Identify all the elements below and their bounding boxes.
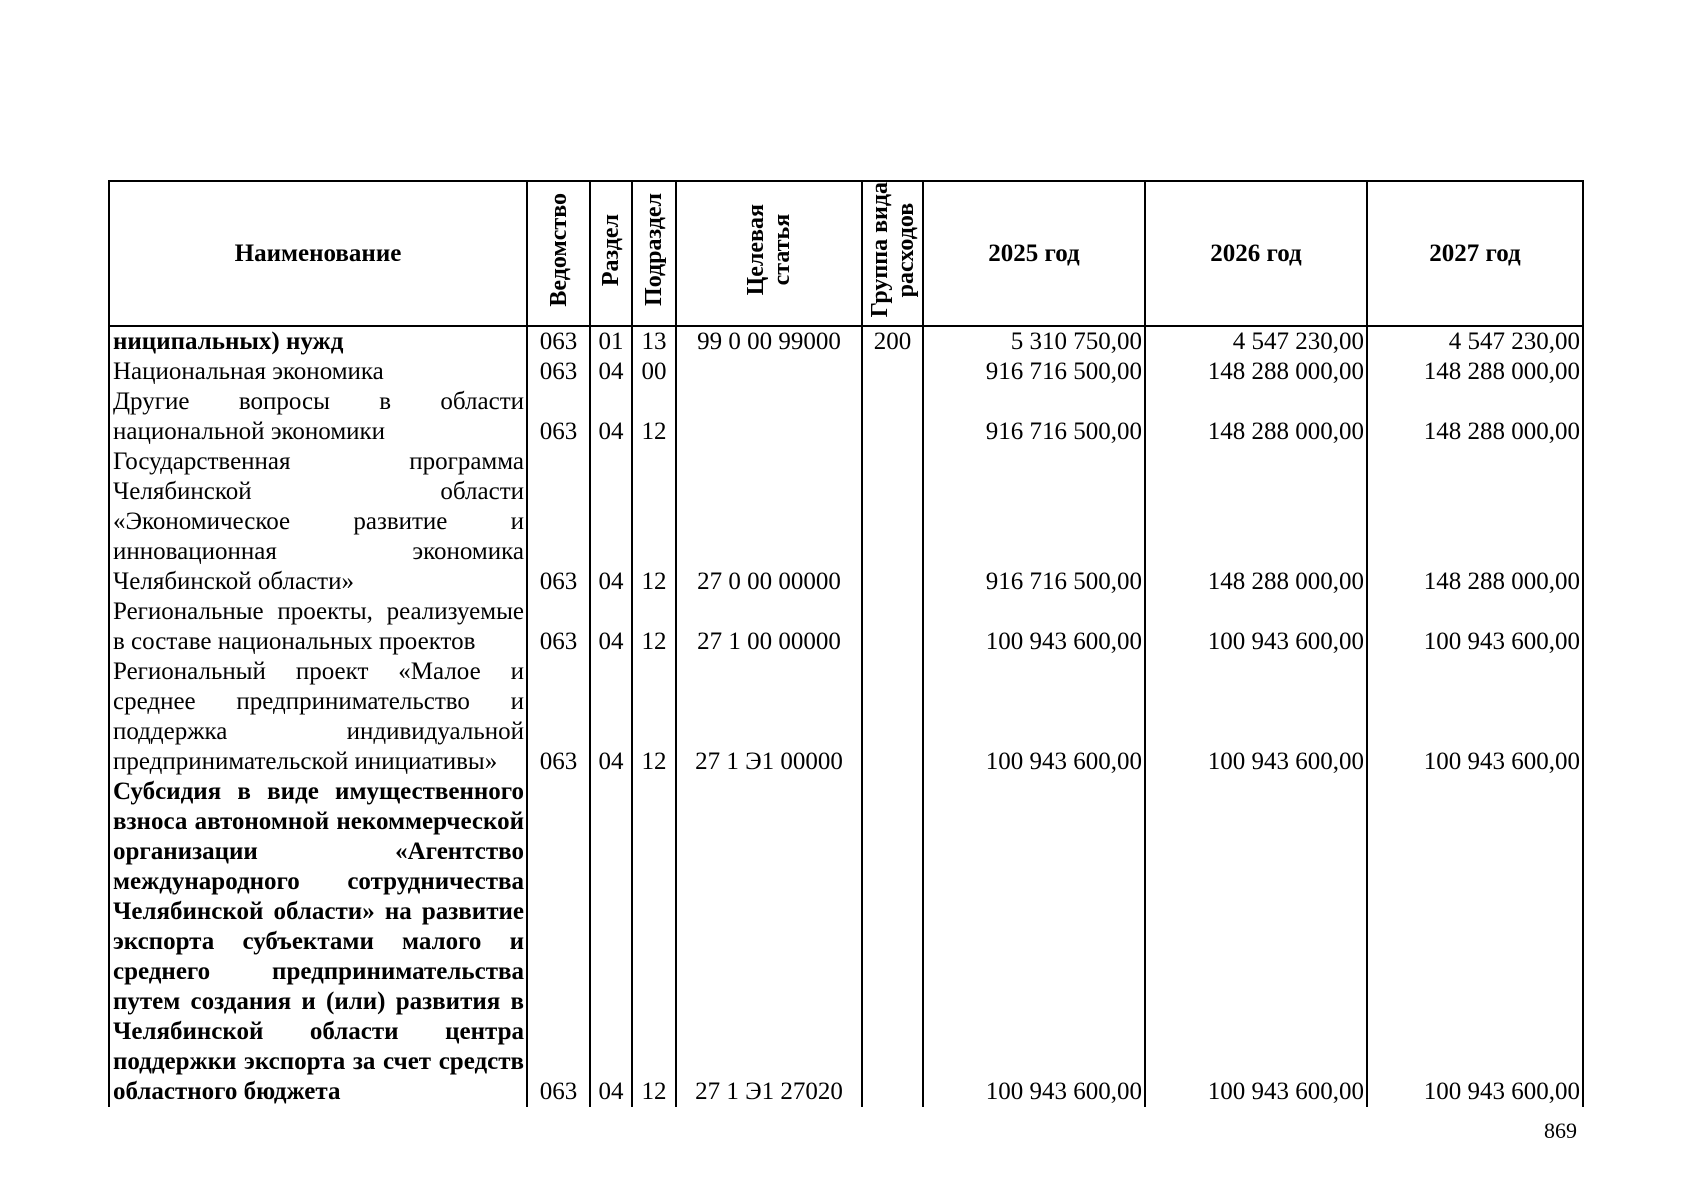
row-amount-2027: 4 547 230,00 [1367,326,1583,357]
header-target-article: Целевая статья [676,181,862,326]
row-expense-group [862,447,923,597]
row-department: 063 [527,357,590,387]
row-name: Субсидия в виде имущественного взноса автономной некоммерческой организации «Агентство международного сотрудничества Челябинской области» на развитие экспорта субъектами малого и среднего предпринимательства путем создания и (или) развития в Челябинской области центра поддержки экспорта за счет средств областного бюджета [109,777,527,1107]
row-name: ниципальных) нужд [109,326,527,357]
row-amount-2026: 148 288 000,00 [1145,387,1367,447]
header-name: Наименование [109,181,527,326]
header-year-2026: 2026 год [1145,181,1367,326]
row-name: Национальная экономика [109,357,527,387]
row-amount-2026: 148 288 000,00 [1145,357,1367,387]
row-amount-2027: 100 943 600,00 [1367,777,1583,1107]
row-section: 04 [590,357,632,387]
table-row [109,326,1583,357]
row-section: 04 [590,387,632,447]
table-row [109,777,1583,1107]
row-section: 04 [590,777,632,1107]
row-amount-2026: 100 943 600,00 [1145,777,1367,1107]
row-section: 01 [590,326,632,357]
row-amount-2025: 100 943 600,00 [923,597,1145,657]
row-amount-2025: 916 716 500,00 [923,357,1145,387]
row-expense-group: 200 [862,326,923,357]
row-name: Региональный проект «Малое и среднее предпринимательство и поддержка индивидуальной предпринимательской инициативы» [109,657,527,777]
row-amount-2027: 148 288 000,00 [1367,447,1583,597]
row-amount-2025: 100 943 600,00 [923,657,1145,777]
row-section: 04 [590,597,632,657]
row-target-article: 27 0 00 00000 [676,447,862,597]
table-row [109,387,1583,447]
table-row [109,447,1583,597]
row-amount-2025: 916 716 500,00 [923,447,1145,597]
row-subsection: 12 [632,447,676,597]
row-target-article [676,387,862,447]
row-department: 063 [527,387,590,447]
row-amount-2027: 100 943 600,00 [1367,597,1583,657]
row-target-article: 27 1 Э1 27020 [676,777,862,1107]
table-body [109,326,1583,1107]
row-amount-2025: 916 716 500,00 [923,387,1145,447]
row-target-article: 27 1 00 00000 [676,597,862,657]
row-department: 063 [527,777,590,1107]
row-subsection: 00 [632,357,676,387]
table-row [109,597,1583,657]
row-name: Государственная программа Челябинской области «Экономическое развитие и инновационная экономика Челябинской области» [109,447,527,597]
budget-sheet [108,180,1582,1107]
row-subsection: 13 [632,326,676,357]
header-year-2027: 2027 год [1367,181,1583,326]
row-amount-2025: 5 310 750,00 [923,326,1145,357]
budget-table [108,180,1584,1107]
row-expense-group [862,387,923,447]
row-expense-group [862,777,923,1107]
table-row [109,657,1583,777]
row-name: Региональные проекты, реализуемые в составе национальных проектов [109,597,527,657]
row-section: 04 [590,447,632,597]
row-amount-2026: 4 547 230,00 [1145,326,1367,357]
row-amount-2027: 148 288 000,00 [1367,387,1583,447]
row-amount-2025: 100 943 600,00 [923,777,1145,1107]
page-number: 869 [1544,1118,1577,1143]
header-department: Ведомство [527,181,590,326]
row-subsection: 12 [632,387,676,447]
row-section: 04 [590,657,632,777]
row-expense-group [862,597,923,657]
row-target-article [676,357,862,387]
row-expense-group [862,657,923,777]
row-amount-2026: 148 288 000,00 [1145,447,1367,597]
row-subsection: 12 [632,657,676,777]
row-target-article: 99 0 00 99000 [676,326,862,357]
row-expense-group [862,357,923,387]
row-amount-2026: 100 943 600,00 [1145,657,1367,777]
row-subsection: 12 [632,777,676,1107]
header-year-2025: 2025 год [923,181,1145,326]
table-header [109,181,1583,326]
row-subsection: 12 [632,597,676,657]
row-name: Другие вопросы в области национальной экономики [109,387,527,447]
header-section: Раздел [590,181,632,326]
row-department: 063 [527,326,590,357]
header-expense-group: Группа вида расходов [862,181,923,326]
row-department: 063 [527,447,590,597]
header-subsection: Подраздел [632,181,676,326]
row-amount-2027: 148 288 000,00 [1367,357,1583,387]
table-row [109,357,1583,387]
row-department: 063 [527,657,590,777]
row-amount-2026: 100 943 600,00 [1145,597,1367,657]
row-target-article: 27 1 Э1 00000 [676,657,862,777]
row-amount-2027: 100 943 600,00 [1367,657,1583,777]
row-department: 063 [527,597,590,657]
